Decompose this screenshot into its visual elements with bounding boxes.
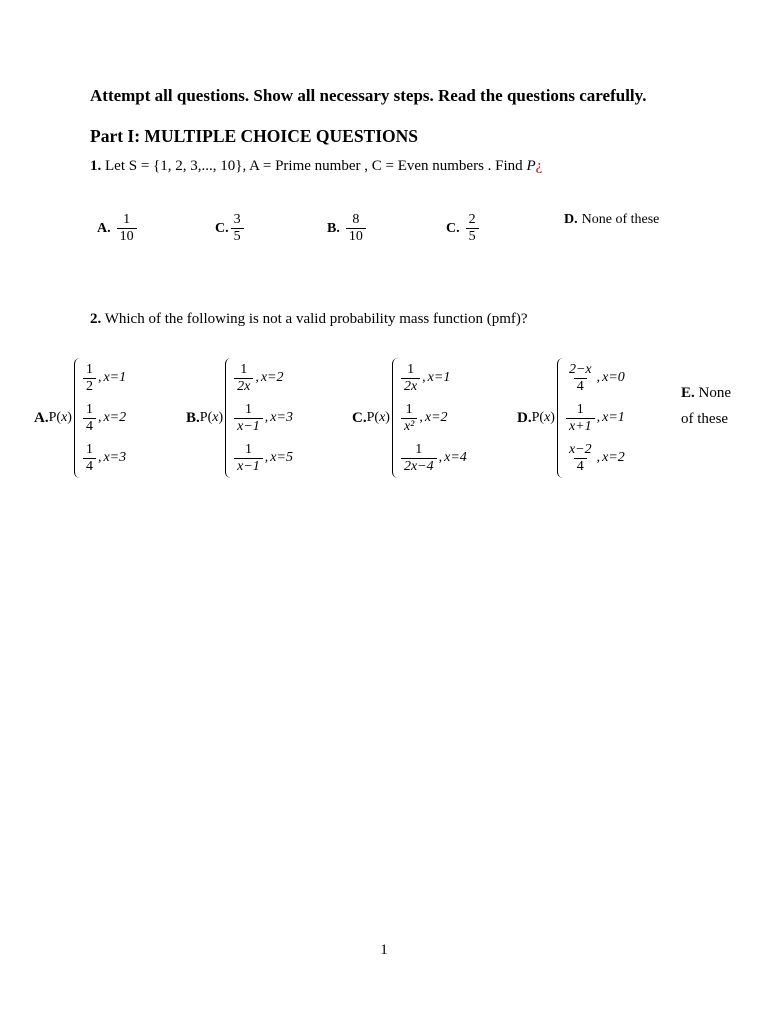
pmf-cases bbox=[232, 358, 293, 478]
q1-option-c[interactable]: C. $\frac{3}{5}$ bbox=[215, 212, 246, 245]
question-2 bbox=[90, 311, 528, 328]
pmf-row: $\frac{1}{x-1}$ , x=3 bbox=[232, 400, 293, 437]
pmf-symbol: P(x) bbox=[531, 410, 555, 425]
pmf-row: $\frac{1}{4}$ , x=2 bbox=[81, 400, 126, 437]
q2-option-d[interactable]: D. P(x) $\frac{2-x}{4}$ , x=0 $\frac{1}{x+1}$ , x=1 $\frac{x-2}{4}$ , x=2 bbox=[517, 358, 625, 478]
question-number: 2. bbox=[90, 311, 102, 327]
pmf-cases bbox=[81, 358, 126, 478]
pmf-row: $\frac{1}{2x}$ , x=2 bbox=[232, 360, 293, 397]
pmf-row: $\frac{1}{2x}$ , x=1 bbox=[399, 360, 467, 397]
left-brace bbox=[74, 358, 80, 478]
pmf-row: $\frac{2-x}{4}$ , x=0 bbox=[568, 361, 625, 394]
q1-option-a[interactable]: A. $\frac{1}{10}$ bbox=[97, 212, 139, 245]
pmf-cases bbox=[399, 358, 467, 478]
q2-option-a[interactable]: A. P(x) $\frac{1}{2}$ , x=1 $\frac{1}{4}$ , x=2 $\frac{1}{4}$ , x=3 bbox=[34, 358, 126, 478]
q2-option-e[interactable]: E. None of these bbox=[681, 385, 732, 427]
pmf-row: $\frac{1}{4}$ , x=3 bbox=[81, 440, 126, 477]
fraction: $\frac{1}{10}$ bbox=[117, 212, 137, 245]
pmf-row: $\frac{1}{2}$ , x=1 bbox=[81, 360, 126, 397]
q1-option-b[interactable]: B. $\frac{8}{10}$ bbox=[327, 212, 368, 245]
q2-option-b[interactable]: B. P(x) $\frac{1}{2x}$ , x=2 $\frac{1}{x-1}$ , x=3 $\frac{1}{x-1}$ , x=5 bbox=[186, 358, 293, 478]
left-brace bbox=[225, 358, 231, 478]
q1-option-d[interactable]: D. None of these bbox=[564, 212, 660, 227]
question-number: 1. bbox=[90, 158, 102, 174]
pmf-row: $\frac{1}{\text{x²}}$ , x=2 bbox=[399, 400, 467, 437]
pmf-symbol: P(x) bbox=[48, 410, 72, 425]
instructions: Attempt all questions. Show all necessary steps. Read the questions carefully. bbox=[90, 86, 647, 105]
pmf-symbol: P(x) bbox=[199, 410, 224, 425]
question-text: Which of the following is not a valid probability mass function (pmf)? bbox=[104, 311, 528, 327]
part-title: Part I: MULTIPLE CHOICE QUESTIONS bbox=[90, 126, 419, 146]
fraction: $\frac{2}{5}$ bbox=[466, 212, 479, 245]
pmf-row: $\frac{1}{x-1}$ , x=5 bbox=[232, 440, 293, 477]
pmf-row: $\frac{1}{x+1}$ , x=1 bbox=[564, 400, 625, 437]
fraction: $\frac{3}{5}$ bbox=[231, 212, 244, 245]
q1-option-c-2[interactable]: C. $\frac{2}{5}$ bbox=[446, 212, 481, 245]
page-number: 1 bbox=[380, 942, 388, 958]
q2-option-c[interactable]: C. P(x) $\frac{1}{2x}$ , x=1 $\frac{1}{\text{x²}}$ , x=2 $\frac{1}{2x-4}$ , x=4 bbox=[352, 358, 467, 478]
formula: P¿ bbox=[526, 158, 543, 174]
fraction: $\frac{8}{10}$ bbox=[346, 212, 366, 245]
pmf-row: $\frac{1}{2x-4}$ , x=4 bbox=[399, 440, 467, 477]
question-1 bbox=[90, 158, 542, 175]
left-brace bbox=[557, 358, 563, 478]
pmf-symbol: P(x) bbox=[366, 410, 390, 425]
pmf-row: $\frac{x-2}{4}$ , x=2 bbox=[568, 441, 625, 474]
pmf-cases bbox=[564, 358, 625, 478]
question-text: Let S = {1, 2, 3,..., 10}, A = Prime number , C = Even numbers . Find bbox=[105, 158, 523, 174]
left-brace bbox=[392, 358, 398, 478]
